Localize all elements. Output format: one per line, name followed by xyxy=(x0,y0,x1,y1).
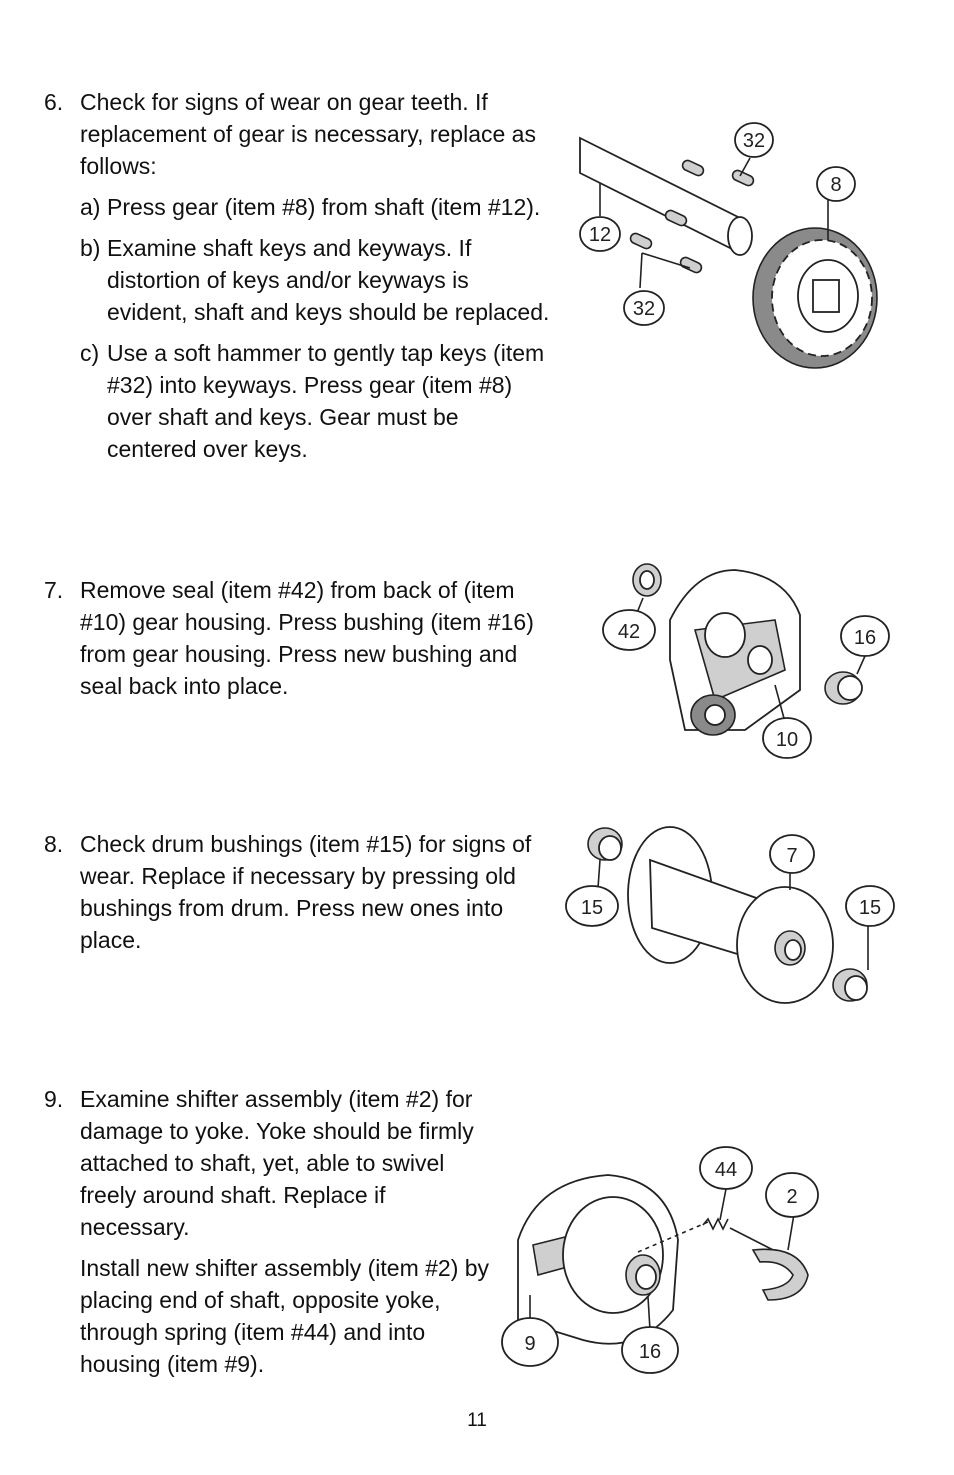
svg-text:32: 32 xyxy=(742,130,766,152)
step-text: Remove seal (item #42) from back of (item #10) gear housing. Press bushing (item #16) from gear housing. Press new bushing and seal back into place. xyxy=(80,577,534,699)
svg-text:16: 16 xyxy=(853,627,877,649)
callout-32-bottom xyxy=(624,291,664,325)
step-text-2: Install new shifter assembly (item #2) by placing end of shaft, opposite yoke, through spring (item #44) and into housing (item #9). xyxy=(80,1255,490,1377)
callout-9 xyxy=(502,1318,558,1366)
callout-15-left xyxy=(566,886,618,926)
drum-figure xyxy=(560,820,900,1020)
svg-text:32: 32 xyxy=(632,298,656,320)
svg-text:7: 7 xyxy=(786,845,798,867)
callout-12 xyxy=(580,217,620,251)
substep-c xyxy=(80,337,550,465)
callout-16 xyxy=(622,1327,678,1373)
substep-text: Press gear (item #8) from shaft (item #12). xyxy=(107,194,541,220)
callout-7 xyxy=(770,835,814,873)
svg-text:42: 42 xyxy=(617,621,641,643)
step-number: 7. xyxy=(44,577,64,603)
gear-housing-figure xyxy=(595,560,905,770)
step-number: 8. xyxy=(44,831,64,857)
step-text: Examine shifter assembly (item #2) for damage to yoke. Yoke should be firmly attached to shaft, yet, able to swivel freely around shaft. Replace if necessary. xyxy=(80,1086,474,1240)
gear-icon xyxy=(753,228,877,368)
substep-label: c) xyxy=(80,340,100,366)
callout-2 xyxy=(766,1173,818,1217)
callout-8 xyxy=(817,167,855,201)
substep-label: b) xyxy=(80,235,101,261)
svg-text:8: 8 xyxy=(830,174,842,196)
svg-text:9: 9 xyxy=(524,1333,536,1355)
callout-10 xyxy=(763,718,811,758)
svg-text:44: 44 xyxy=(714,1159,738,1181)
page-number: 11 xyxy=(467,1410,487,1431)
svg-text:15: 15 xyxy=(858,897,882,919)
substep-text: Use a soft hammer to gently tap keys (item #32) into keyways. Press gear (item #8) over shaft and keys. Gear must be centered over keys. xyxy=(107,340,545,462)
substep-a xyxy=(80,191,550,223)
svg-text:16: 16 xyxy=(638,1341,662,1363)
svg-text:12: 12 xyxy=(588,224,612,246)
substep-label: a) xyxy=(80,194,101,220)
callout-16 xyxy=(841,616,889,656)
substep-b xyxy=(80,232,550,328)
shifter-figure xyxy=(498,1140,828,1390)
svg-text:10: 10 xyxy=(775,729,799,751)
substep-text: Examine shaft keys and keyways. If distortion of keys and/or keyways is evident, shaft and keys should be replaced. xyxy=(107,235,550,325)
callout-15-right xyxy=(846,886,894,926)
gear-shaft-figure xyxy=(570,118,900,378)
svg-text:2: 2 xyxy=(786,1186,798,1208)
step-text: Check for signs of wear on gear teeth. If replacement of gear is necessary, replace as follows: xyxy=(80,89,536,179)
step-number: 6. xyxy=(44,89,64,115)
step-number: 9. xyxy=(44,1086,64,1112)
callout-44 xyxy=(700,1147,752,1189)
svg-text:15: 15 xyxy=(580,897,604,919)
step-text: Check drum bushings (item #15) for signs of wear. Replace if necessary by pressing old bushings from drum. Press new ones into place. xyxy=(80,831,532,953)
callout-32-top xyxy=(735,123,773,157)
callout-42 xyxy=(603,610,655,650)
